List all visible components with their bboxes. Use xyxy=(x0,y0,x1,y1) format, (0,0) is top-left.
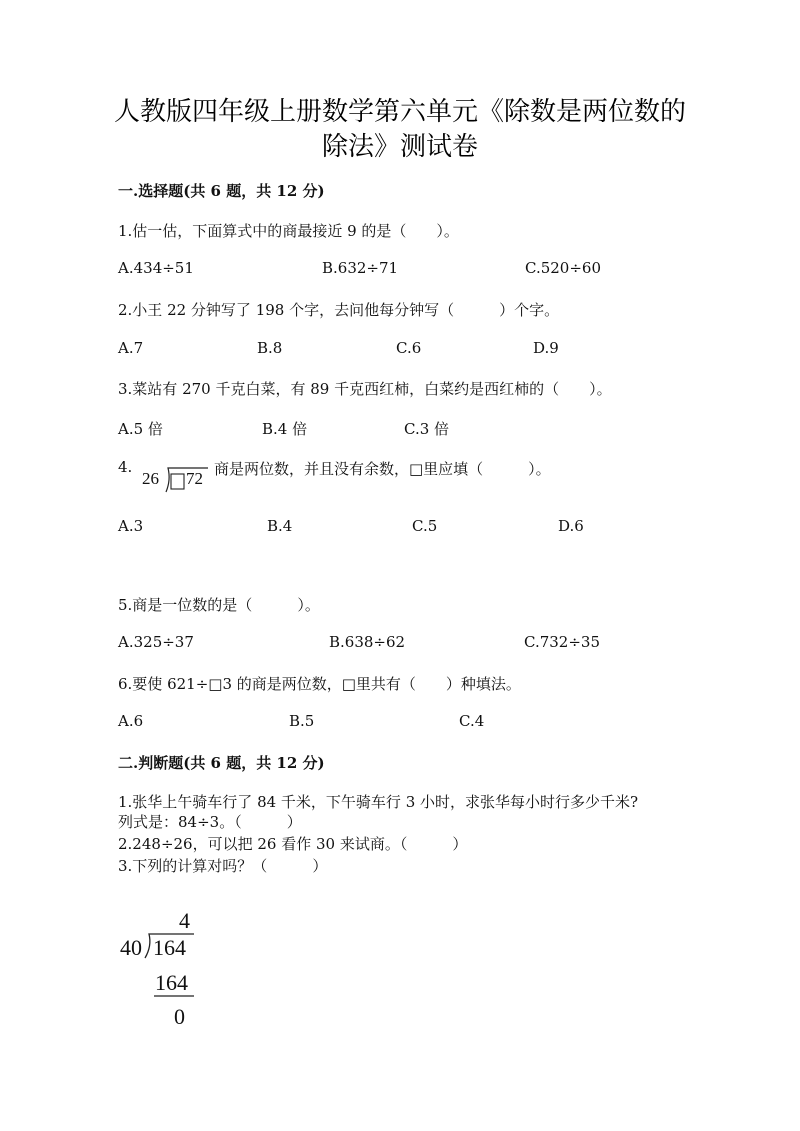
option-5c: C.732÷35 xyxy=(524,633,600,651)
section-heading-choice: 一.选择题(共 6 题，共 12 分) xyxy=(118,182,325,200)
question-5: 5.商是一位数的是（ ）。 xyxy=(118,596,320,614)
option-2c: C.6 xyxy=(396,339,422,357)
ld-dividend: 164 xyxy=(153,935,186,960)
judge-question-3: 3.下列的计算对吗？（ ） xyxy=(118,857,328,875)
long-division-figure xyxy=(118,908,208,1028)
option-2a: A.7 xyxy=(118,339,144,357)
option-4a: A.3 xyxy=(118,517,144,535)
q4-dividend-digits: 72 xyxy=(186,469,203,488)
page-title-line2: 除法》测试卷 xyxy=(321,132,478,162)
option-3a: A.5 倍 xyxy=(118,420,163,438)
question-3: 3.菜站有 270 千克白菜，有 89 千克西红柿，白菜约是西红柿的（ ）。 xyxy=(118,380,612,398)
question-6: 6.要使 621÷□3 的商是两位数，□里共有（ ）种填法。 xyxy=(118,675,521,693)
question-4-text: 商是两位数，并且没有余数，□里应填（ ）。 xyxy=(214,460,551,478)
page-title-line1: 人教版四年级上册数学第六单元《除数是两位数的 xyxy=(113,97,686,127)
option-4d: D.6 xyxy=(558,517,584,535)
option-3c: C.3 倍 xyxy=(404,420,450,438)
option-1a: A.434÷51 xyxy=(118,259,194,277)
ld-remainder: 0 xyxy=(174,1004,185,1029)
q4-divisor: 26 xyxy=(142,469,159,488)
option-5a: A.325÷37 xyxy=(118,633,194,651)
option-6b: B.5 xyxy=(289,712,315,730)
question-2: 2.小王 22 分钟写了 198 个字，去问他每分钟写（ ）个字。 xyxy=(118,301,560,319)
ld-product: 164 xyxy=(155,970,188,995)
question-1: 1.估一估，下面算式中的商最接近 9 的是（ ）。 xyxy=(118,222,459,240)
question-4-prefix: 4. xyxy=(118,458,133,476)
ld-quotient: 4 xyxy=(179,908,190,933)
option-5b: B.638÷62 xyxy=(329,633,406,651)
ld-divisor: 40 xyxy=(120,935,142,960)
section-heading-judge: 二.判断题(共 6 题，共 12 分) xyxy=(118,754,325,772)
option-1b: B.632÷71 xyxy=(322,259,399,277)
judge-question-2: 2.248÷26，可以把 26 看作 30 来试商。（ ） xyxy=(118,835,468,853)
judge-question-1-line2: 列式是：84÷3。（ ） xyxy=(118,813,302,831)
ld-bracket xyxy=(118,908,208,1028)
option-2d: D.9 xyxy=(533,339,559,357)
judge-question-1-line1: 1.张华上午骑车行了 84 千米，下午骑车行 3 小时，求张华每小时行多少千米? xyxy=(118,793,639,811)
option-1c: C.520÷60 xyxy=(525,259,601,277)
option-2b: B.8 xyxy=(257,339,283,357)
option-3b: B.4 倍 xyxy=(262,420,308,438)
division-figure-q4 xyxy=(138,462,210,496)
option-6c: C.4 xyxy=(459,712,485,730)
option-4c: C.5 xyxy=(412,517,438,535)
option-4b: B.4 xyxy=(267,517,293,535)
option-6a: A.6 xyxy=(118,712,144,730)
